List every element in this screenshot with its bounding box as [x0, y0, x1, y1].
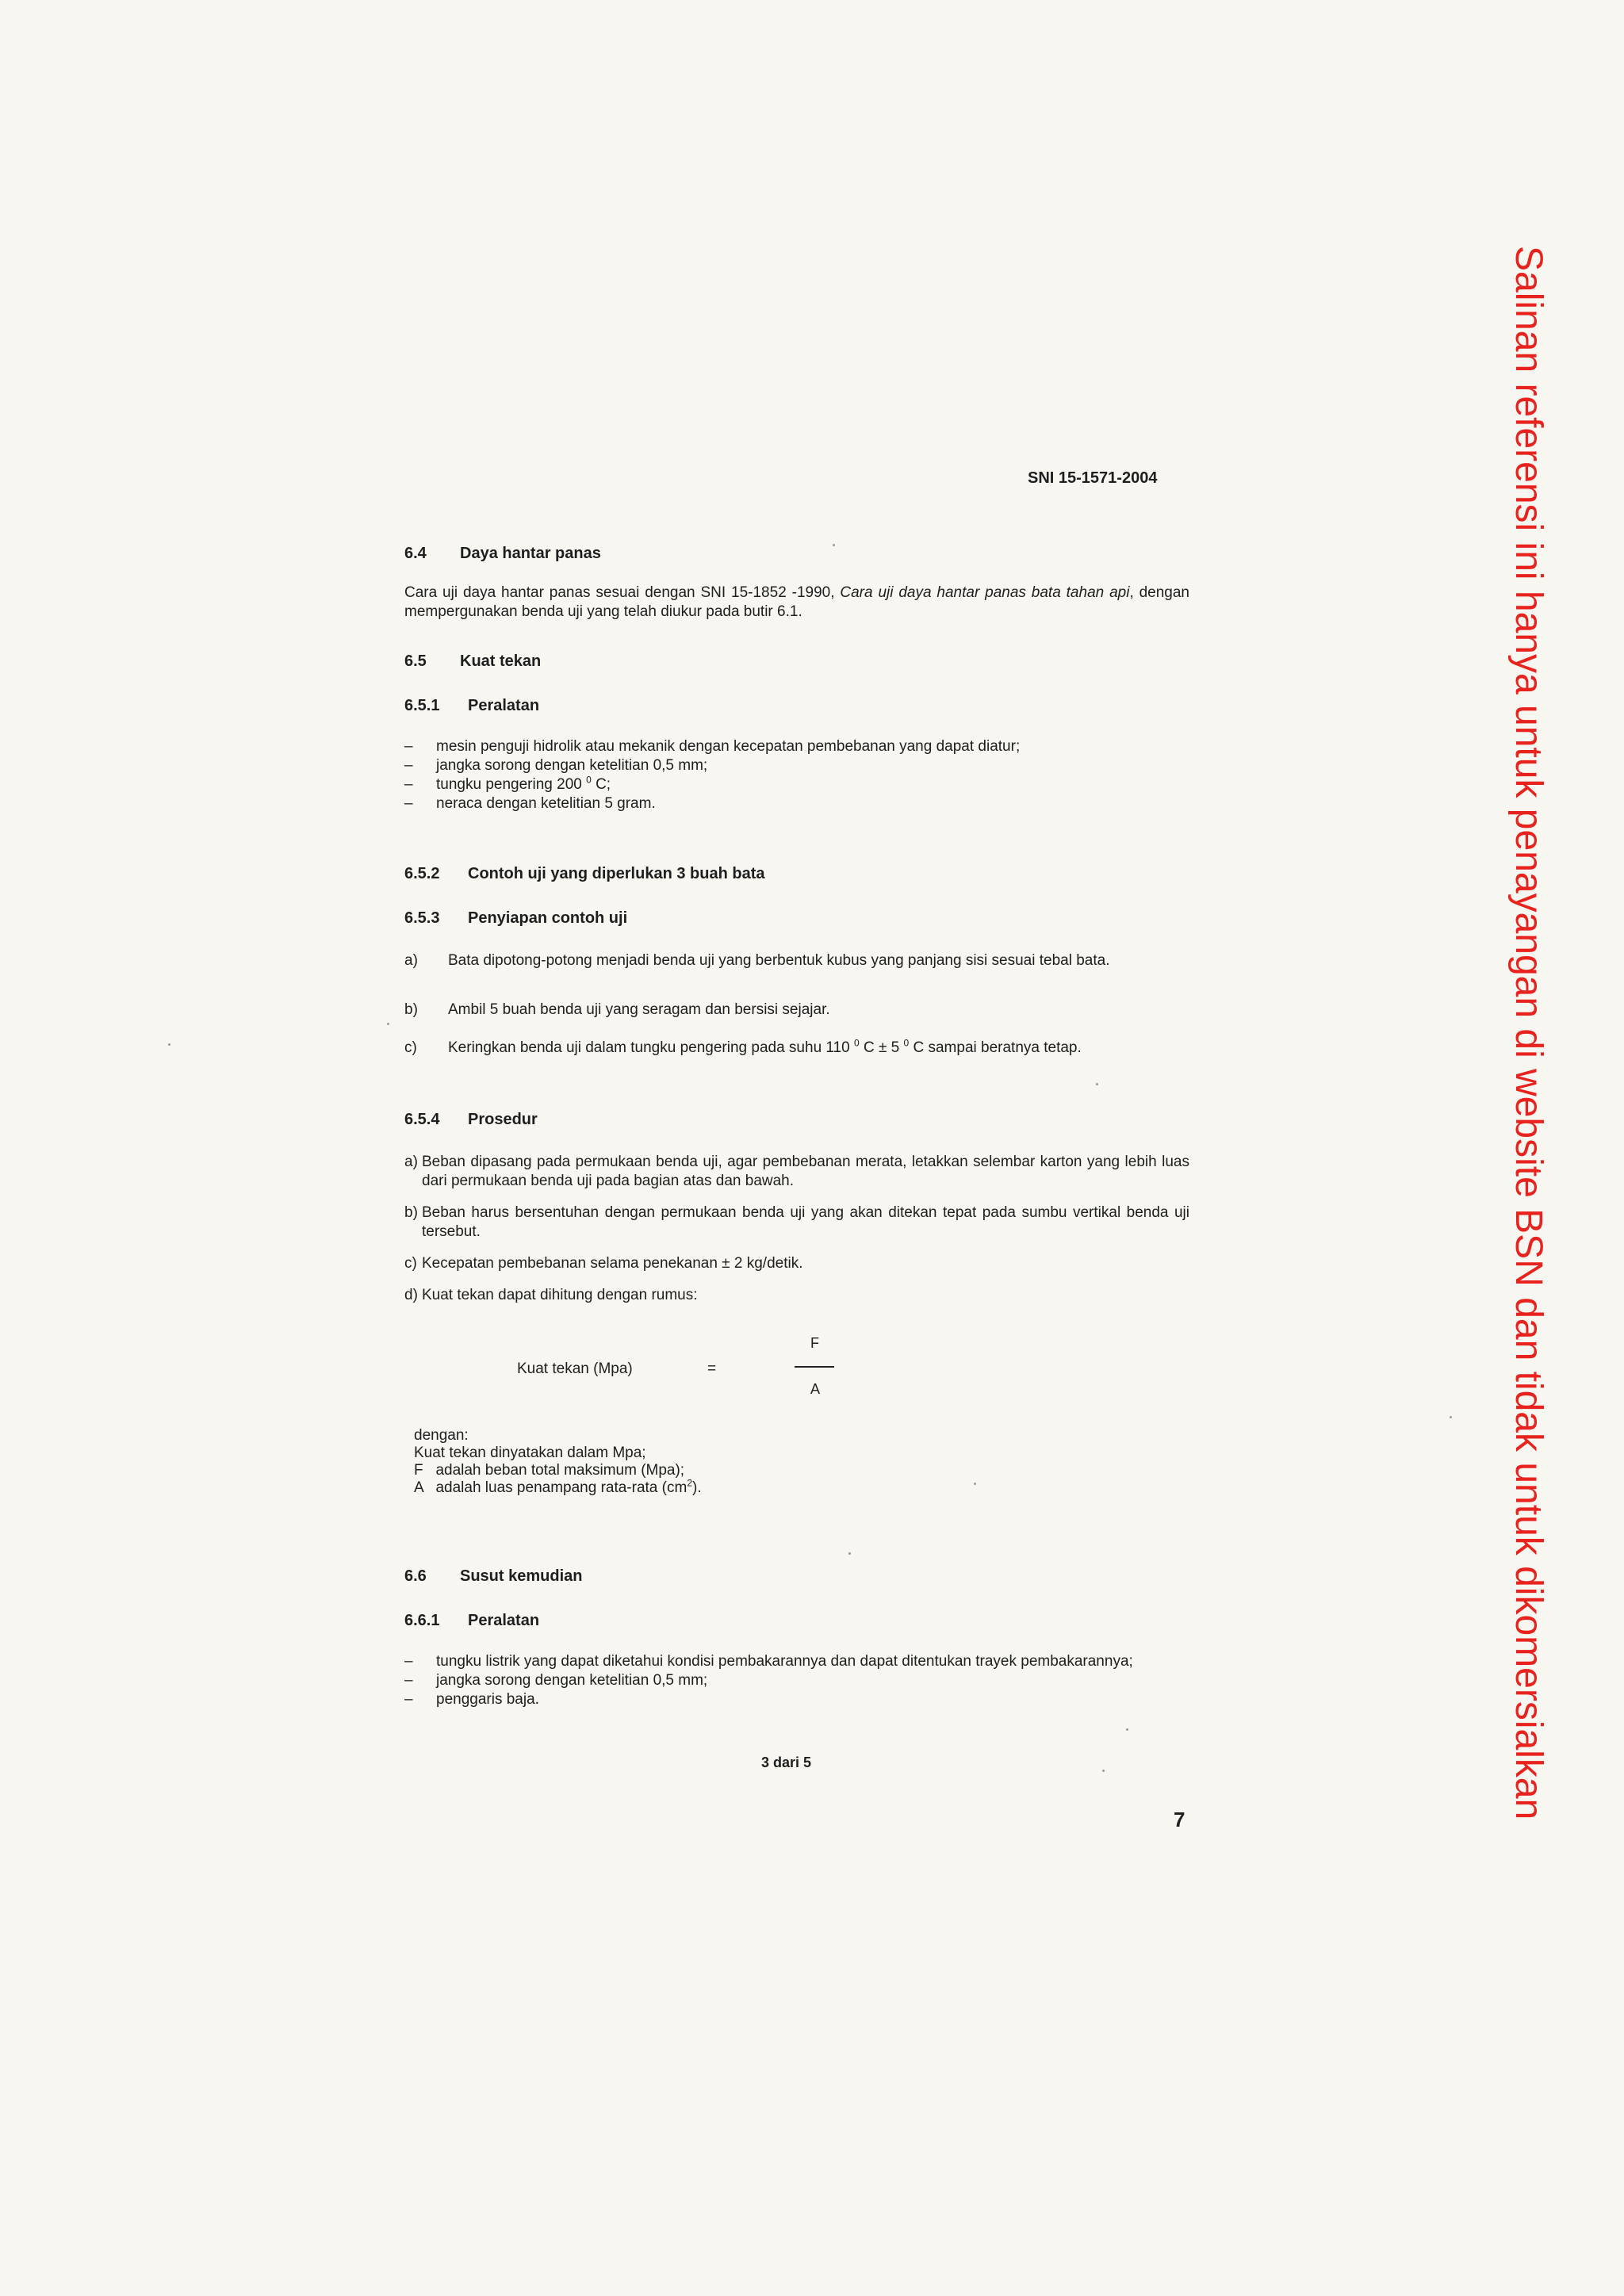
procedure-item-d [404, 1286, 1189, 1305]
section-number: 6.6.1 [404, 1612, 440, 1629]
list-item: – jangka sorong dengan ketelitian 0,5 mm; [404, 756, 1189, 775]
item-text: Bata dipotong-potong menjadi benda uji yang berbentuk kubus yang panjang sisi sesuai tebal bata. [448, 952, 1110, 969]
degree-sup: 0 [903, 1037, 910, 1049]
scan-speck [848, 1552, 851, 1555]
legend-intro: dengan: [414, 1427, 469, 1444]
prep-item-b [404, 1001, 1189, 1020]
item-marker: c) [404, 1255, 417, 1272]
section-number: 6.5 [404, 652, 427, 670]
formula-equals: = [707, 1360, 717, 1377]
section-6-4-heading [404, 544, 601, 563]
scan-speck [168, 1043, 170, 1046]
item-marker: a) [404, 1154, 418, 1170]
list-item [404, 775, 1189, 794]
section-6-4-paragraph [404, 584, 1189, 622]
section-6-6-1-heading [404, 1611, 539, 1630]
section-number: 6.6 [404, 1567, 427, 1585]
section-6-6-heading [404, 1567, 582, 1586]
section-title: Peralatan [468, 1612, 540, 1629]
item-text-part: Keringkan benda uji dalam tungku pengering pada suhu 110 [448, 1039, 850, 1056]
scan-speck [1096, 1083, 1098, 1085]
section-title: Penyiapan contoh uji [468, 909, 628, 927]
list-item: – mesin penguji hidrolik atau mekanik dengan kecepatan pembebanan yang dapat diatur; [404, 737, 1189, 756]
section-title: Peralatan [468, 697, 540, 714]
section-title: Contoh uji yang diperlukan 3 buah bata [468, 865, 765, 882]
section-number: 6.5.3 [404, 909, 440, 927]
item-text: Kuat tekan dapat dihitung dengan rumus: [422, 1287, 698, 1303]
procedure-item-c [404, 1254, 1189, 1273]
scan-speck [974, 1483, 976, 1485]
prep-item-c [404, 1039, 1189, 1058]
formula-legend [414, 1427, 1048, 1497]
compressive-strength-formula [517, 1334, 834, 1405]
procedure-item-b [404, 1203, 1189, 1242]
item-text: Beban dipasang pada permukaan benda uji, agar pembebanan merata, letakkan selembar karton yang lebih luas dari permukaan benda uji pada bagian atas dan bawah. [422, 1154, 1189, 1189]
equipment-list-6-5-1 [404, 737, 1189, 813]
formula-numerator: F [810, 1335, 819, 1351]
list-item: – penggaris baja. [404, 1690, 1189, 1709]
item-text-part: C sampai beratnya tetap. [909, 1039, 1082, 1056]
degree-sup: 0 [586, 774, 592, 786]
item-marker: d) [404, 1287, 418, 1303]
formula-denominator: A [810, 1381, 821, 1397]
legend-line: F adalah beban total maksimum (Mpa); [414, 1462, 685, 1479]
page-of-footer: 3 dari 5 [761, 1755, 812, 1770]
list-item-unit: C; [591, 776, 611, 793]
scan-speck [387, 1023, 389, 1025]
section-6-5-2-heading [404, 864, 764, 883]
legend-line-text: A adalah luas penampang rata-rata (cm [414, 1479, 688, 1496]
section-number: 6.5.1 [404, 697, 440, 714]
fraction-bar [795, 1366, 834, 1368]
item-marker: c) [404, 1039, 417, 1056]
procedure-item-a [404, 1153, 1189, 1191]
list-item: – neraca dengan ketelitian 5 gram. [404, 794, 1189, 813]
scan-speck [1450, 1416, 1452, 1418]
item-marker: b) [404, 1001, 418, 1018]
section-title: Susut kemudian [460, 1567, 583, 1585]
page-number: 7 [1174, 1808, 1185, 1831]
item-text: Ambil 5 buah benda uji yang seragam dan bersisi sejajar. [448, 1001, 830, 1018]
prep-item-a [404, 951, 1189, 970]
section-6-5-3-heading [404, 909, 627, 928]
item-marker: b) [404, 1204, 418, 1221]
paragraph-text: Cara uji daya hantar panas sesuai dengan SNI 15-1852 -1990, [404, 584, 841, 601]
watermark: Salinan referensi ini hanya untuk penayangan di website BSN dan tidak untuk dikomersialkan [1507, 246, 1549, 1820]
list-item: – jangka sorong dengan ketelitian 0,5 mm; [404, 1671, 1189, 1690]
section-number: 6.4 [404, 545, 427, 562]
equipment-list-6-6-1 [404, 1652, 1189, 1709]
section-title: Kuat tekan [460, 652, 542, 670]
item-text: Kecepatan pembebanan selama penekanan ± 2 kg/detik. [422, 1255, 803, 1272]
item-marker: a) [404, 952, 418, 969]
legend-line-end: ). [692, 1479, 702, 1496]
paragraph-text-end: , dengan mempergunakan benda uji yang telah diukur pada butir 6.1. [404, 584, 1189, 620]
scan-speck [1126, 1728, 1128, 1731]
section-number: 6.5.4 [404, 1111, 440, 1128]
list-item: – tungku listrik yang dapat diketahui kondisi pembakarannya dan dapat ditentukan trayek pembakarannya; [404, 1652, 1189, 1671]
section-title: Prosedur [468, 1111, 538, 1128]
legend-line [414, 1479, 1048, 1497]
item-text-part: C ± 5 [859, 1039, 900, 1056]
superscript: 2 [687, 1477, 692, 1489]
section-6-5-heading [404, 652, 541, 671]
scan-speck [1102, 1770, 1105, 1772]
degree-sup: 0 [853, 1037, 860, 1049]
section-number: 6.5.2 [404, 865, 440, 882]
section-6-5-4-heading [404, 1110, 538, 1129]
item-text [448, 1039, 1189, 1058]
formula-label: Kuat tekan (Mpa) [517, 1360, 633, 1377]
section-title: Daya hantar panas [460, 545, 601, 562]
legend-line: Kuat tekan dinyatakan dalam Mpa; [414, 1445, 646, 1461]
list-item-text: tungku pengering 200 [436, 776, 582, 793]
document-number: SNI 15-1571-2004 [1028, 469, 1158, 487]
scan-speck [833, 544, 835, 546]
paragraph-italic-title: Cara uji daya hantar panas bata tahan api [840, 584, 1130, 601]
item-text: Beban harus bersentuhan dengan permukaan benda uji yang akan ditekan tepat pada sumbu vertikal benda uji tersebut. [422, 1204, 1189, 1240]
section-6-5-1-heading [404, 696, 539, 715]
